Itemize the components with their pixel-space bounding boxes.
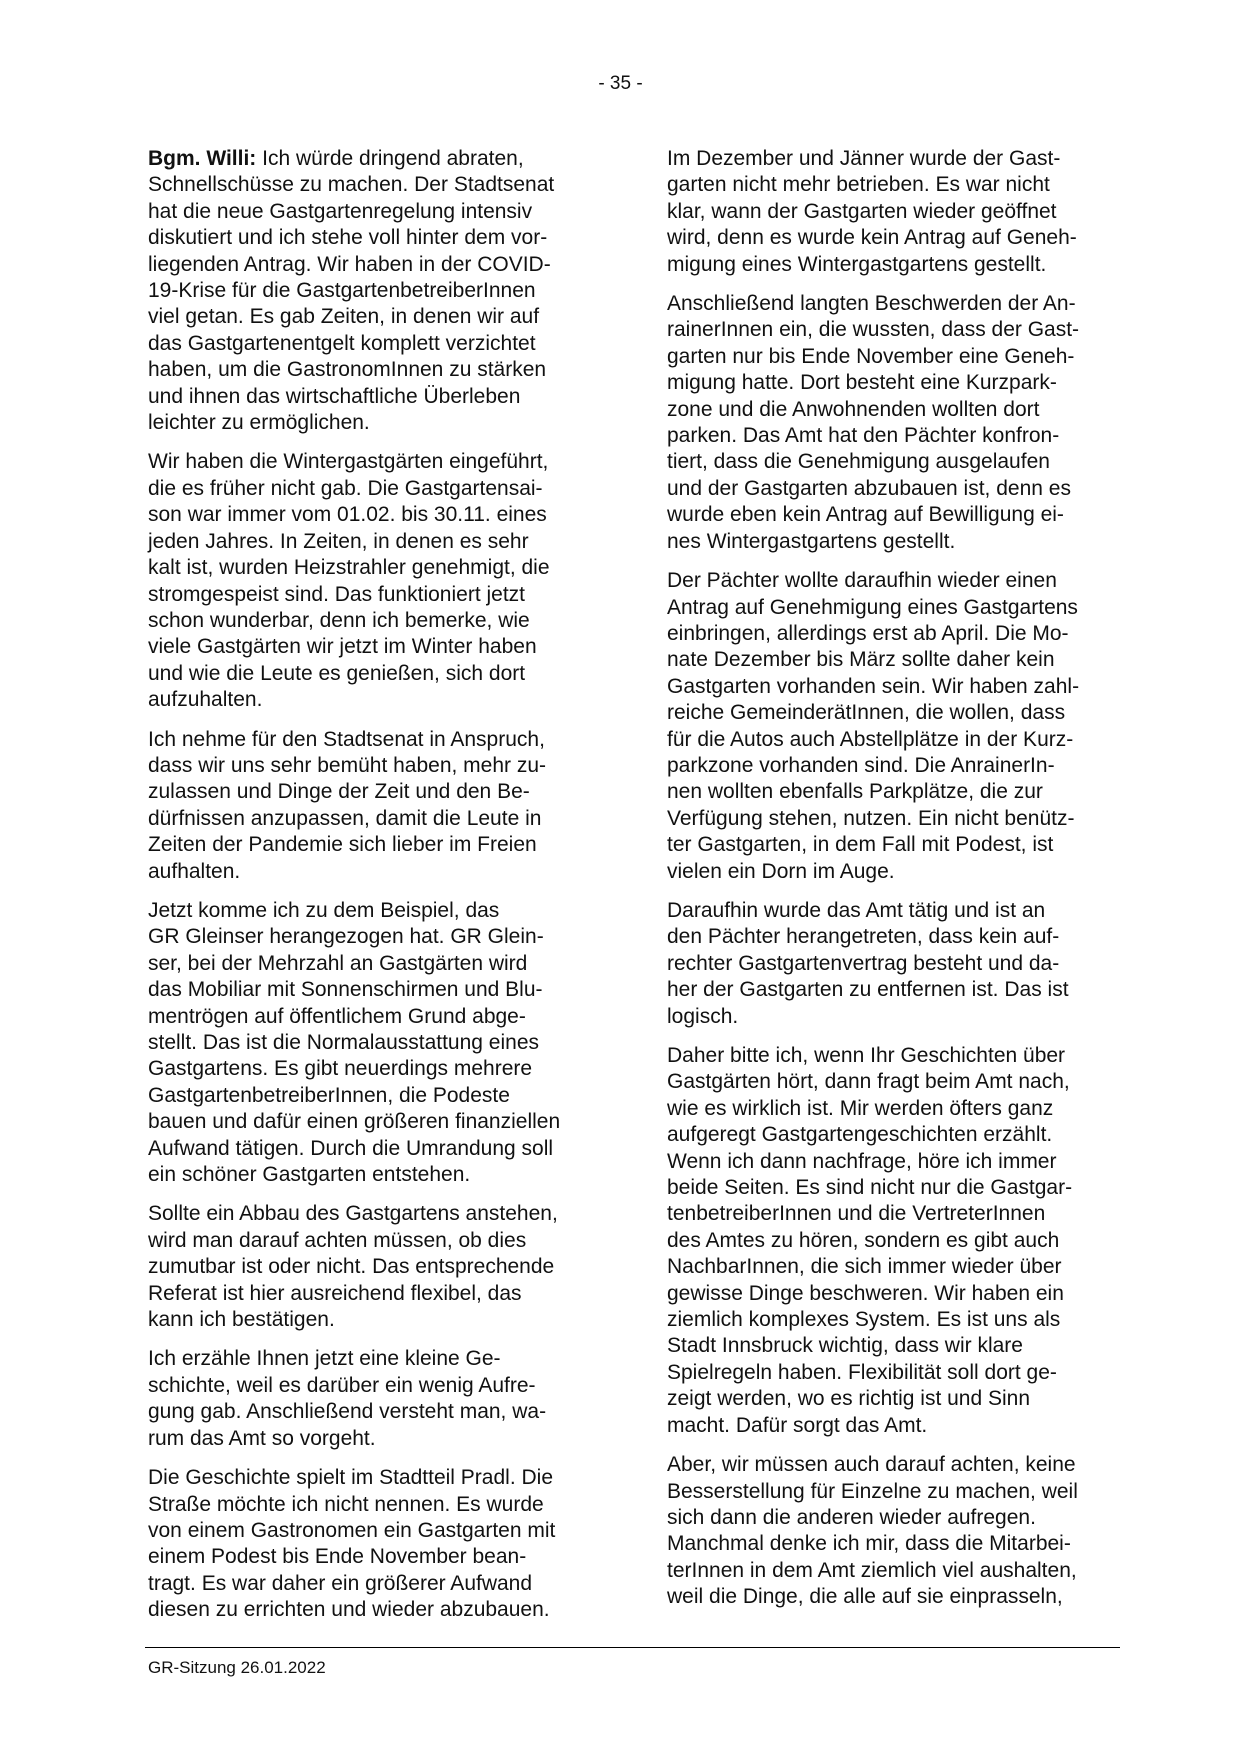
paragraph: Jetzt komme ich zu dem Beispiel, das GR Gleinser herangezogen hat. GR Glein- ser, bei der Mehrzahl an Gastgärten wird das Mobiliar mit Sonnenschirmen und Blu- mentrögen auf öffentlichem Grund abge- stellt. Das ist die Normalausstattung eines Gastgartens. Es gibt neuerdings mehrere GastgartenbetreiberInnen, die Podeste bauen und dafür einen größeren finanziellen Aufwand tätigen. Durch die Umrandung soll ein schöner Gastgarten entstehen.: [148, 898, 561, 1187]
paragraph: Ich erzähle Ihnen jetzt eine kleine Ge- schichte, weil es darüber ein wenig Aufre- gung gab. Anschließend versteht man, wa- rum das Amt so vorgeht.: [148, 1347, 547, 1450]
paragraph: [148, 146, 600, 436]
paragraph: Im Dezember und Jänner wurde der Gast- garten nicht mehr betrieben. Es war nicht klar, wann der Gastgarten wieder geöffnet wird, denn es wurde kein Antrag auf Geneh- migung eines Wintergastgartens gestellt.: [667, 147, 1077, 276]
paragraph: Wir haben die Wintergastgärten eingeführt, die es früher nicht gab. Die Gastgartensai- son war immer vom 01.02. bis 30.11. eines jeden Jahres. In Zeiten, in denen es sehr kalt ist, wurden Heizstrahler genehmigt, die stromgespeist sind. Das funktioniert jetzt schon wunderbar, denn ich bemerke, wie viele Gastgärten wir jetzt im Winter haben und wie die Leute es genießen, sich dort aufzuhalten.: [148, 450, 550, 712]
paragraph: Die Geschichte spielt im Stadtteil Pradl. Die Straße möchte ich nicht nennen. Es wurde von einem Gastronomen ein Gastgarten mit einem Podest bis Ende November bean- tragt. Es war daher ein größerer Aufwand diesen zu errichten und wieder abzubauen.: [148, 1466, 556, 1622]
footer-text: GR-Sitzung 26.01.2022: [148, 1658, 326, 1677]
right-column: [667, 146, 1119, 1624]
paragraph: Sollte ein Abbau des Gastgartens anstehen, wird man darauf achten müssen, ob dies zumutbar ist oder nicht. Das entsprechende Referat ist hier ausreichend flexibel, das kann ich bestätigen.: [148, 1202, 558, 1332]
paragraph: Ich nehme für den Stadtsenat in Anspruch, dass wir uns sehr bemüht haben, mehr zu- zulassen und Dinge der Zeit und den Be- dürfnissen anzupassen, damit die Leute in Zeiten der Pandemie sich lieber im Freien aufhalten.: [148, 727, 547, 883]
paragraph: Daraufhin wurde das Amt tätig und ist an den Pächter herangetreten, dass kein auf- rechter Gastgartenvertrag besteht und da- her der Gastgarten zu entfernen ist. Das ist logisch.: [667, 898, 1069, 1028]
footer-divider: [145, 1647, 1120, 1648]
paragraph: Daher bitte ich, wenn Ihr Geschichten über Gastgärten hört, dann fragt beim Amt nach, wie es wirklich ist. Mir werden öfters ganz aufgeregt Gastgartengeschichten erzählt. Wenn ich dann nachfrage, höre ich immer beide Seiten. Es sind nicht nur die Gastgar- tenbetreiberInnen und die VertreterInnen des Amtes zu hören, sondern es gibt auch NachbarInnen, die sich immer wieder über gewisse Dinge beschweren. Wir haben ein ziemlich komplexes System. Es ist uns als Stadt Innsbruck wichtig, dass wir klare Spielregeln haben. Flexibilität soll dort ge- zeigt werden, wo es richtig ist und Sinn macht. Dafür sorgt das Amt.: [667, 1044, 1073, 1437]
paragraph: Der Pächter wollte daraufhin wieder einen Antrag auf Genehmigung eines Gastgartens einbringen, allerdings erst ab April. Die Mo- nate Dezember bis März sollte daher kein Gastgarten vorhanden sein. Wir haben zahl- reiche GemeinderätInnen, die wollen, dass für die Autos auch Abstellplätze in der Kurz- parkzone vorhanden sind. Die AnrainerIn- nen wollten ebenfalls Parkplätze, die zur Verfügung stehen, nutzen. Ein nicht benütz- ter Gastgarten, in dem Fall mit Podest, ist vielen ein Dorn im Auge.: [667, 569, 1080, 883]
paragraph: Anschließend langten Beschwerden der An- rainerInnen ein, die wussten, dass der Gast- garten nur bis Ende November eine Geneh- migung hatte. Dort besteht eine Kurzpark- zone und die Anwohnenden wollten dort parken. Das Amt hat den Pächter konfron- tiert, dass die Genehmigung ausgelaufen und der Gastgarten abzubauen ist, denn es wurde eben kein Antrag auf Bewilligung ei- nes Wintergastgartens gestellt.: [667, 292, 1080, 553]
speaker-name: Bgm. Willi:: [148, 147, 257, 170]
paragraph-text: Ich würde dringend abraten, Schnellschüsse zu machen. Der Stadtsenat hat die neue Gastgartenregelung intensiv diskutiert und ich stehe voll hinter dem vor- liegenden Antrag. Wir haben in der COVID- 19-Krise für die GastgartenbetreiberInnen viel getan. Es gab Zeiten, in denen wir auf das Gastgartenentgelt komplett verzichtet haben, um die GastronomInnen zu stärken und ihnen das wirtschaftliche Überleben leichter zu ermöglichen.: [148, 147, 555, 435]
page-number: - 35 -: [598, 73, 643, 94]
left-column: [148, 146, 600, 1637]
paragraph: Aber, wir müssen auch darauf achten, keine Besserstellung für Einzelne zu machen, weil sich dann die anderen wieder aufregen. Manchmal denke ich mir, dass die Mitarbei- terInnen in dem Amt ziemlich viel aushalten, weil die Dinge, die alle auf sie einprasseln,: [667, 1453, 1078, 1609]
